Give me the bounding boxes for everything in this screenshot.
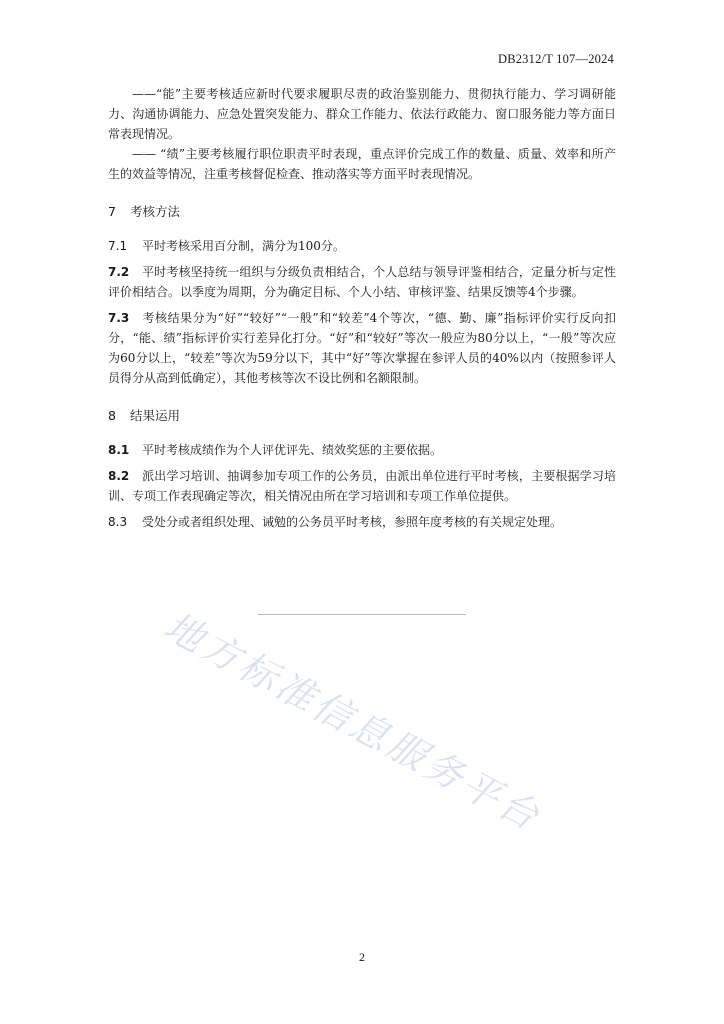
clause-8-3 xyxy=(108,512,616,532)
page-number: 2 xyxy=(359,950,365,964)
clause-text: 派出学习培训、抽调参加专项工作的公务员，由派出单位进行平时考核，主要根据学习培训、专项工作表现确定等次，相关情况由所在学习培训和专项工作单位提供。 xyxy=(108,469,616,503)
paragraph-neng: ——“能”主要考核适应新时代要求履职尽责的政治鉴别能力、贯彻执行能力、学习调研能力、沟通协调能力、应急处置突发能力、群众工作能力、依法行政能力、窗口服务能力等方面日常表现情况。 xyxy=(108,87,616,141)
clause-number: 7.1 xyxy=(108,239,128,253)
clause-number: 8.1 xyxy=(108,443,130,457)
clause-text: 平时考核坚持统一组织与分级负责相结合，个人总结与领导评鉴相结合，定量分析与定性评价相结合。以季度为周期，分为确定目标、个人小结、审核评鉴、结果反馈等4个步骤。 xyxy=(108,265,616,299)
clause-8-2 xyxy=(108,466,616,506)
clause-8-1 xyxy=(108,440,616,460)
watermark: 地方标准信息服务平台 xyxy=(157,603,549,840)
section-8-title: 结果运用 xyxy=(130,408,181,423)
clause-number: 7.3 xyxy=(108,311,130,325)
document-code: DB2312/T 107—2024 xyxy=(497,52,614,66)
clause-text: 平时考核成绩作为个人评优评先、绩效奖惩的主要依据。 xyxy=(142,443,443,457)
section-7-heading xyxy=(108,202,616,222)
clause-text: 考核结果分为“好”“较好”“一般”和“较差”4个等次，“德、勤、廉”指标评价实行反向扣分，“能、绩”指标评价实行差异化打分。“好”和“较好”等次一般应为80分以上，“一般”等次应为60分以上，“较差”等次为59分以下，其中“好”等次掌握在参评人员的40%以内（按照参评人员得分从高到低确定），其他考核等次不设比例和名额限制。 xyxy=(108,311,616,385)
clause-number: 8.2 xyxy=(108,469,130,483)
section-8-heading xyxy=(108,406,616,426)
clause-text: 受处分或者组织处理、诫勉的公务员平时考核，参照年度考核的有关规定处理。 xyxy=(142,515,563,529)
clause-text: 平时考核采用百分制，满分为100分。 xyxy=(142,239,345,253)
section-7-number: 7 xyxy=(108,204,116,219)
section-7-title: 考核方法 xyxy=(130,204,181,219)
clause-7-1 xyxy=(108,236,616,256)
clause-7-2 xyxy=(108,262,616,302)
document-body xyxy=(108,84,616,538)
clause-number: 8.3 xyxy=(108,515,128,529)
section-8-number: 8 xyxy=(108,408,116,423)
clause-number: 7.2 xyxy=(108,265,130,279)
paragraph-ji: —— “绩”主要考核履行职位职责平时表现，重点评价完成工作的数量、质量、效率和所产生的效益等情况，注重考核督促检查、推动落实等方面平时表现情况。 xyxy=(108,147,616,181)
end-divider xyxy=(258,614,466,615)
clause-7-3 xyxy=(108,308,616,388)
